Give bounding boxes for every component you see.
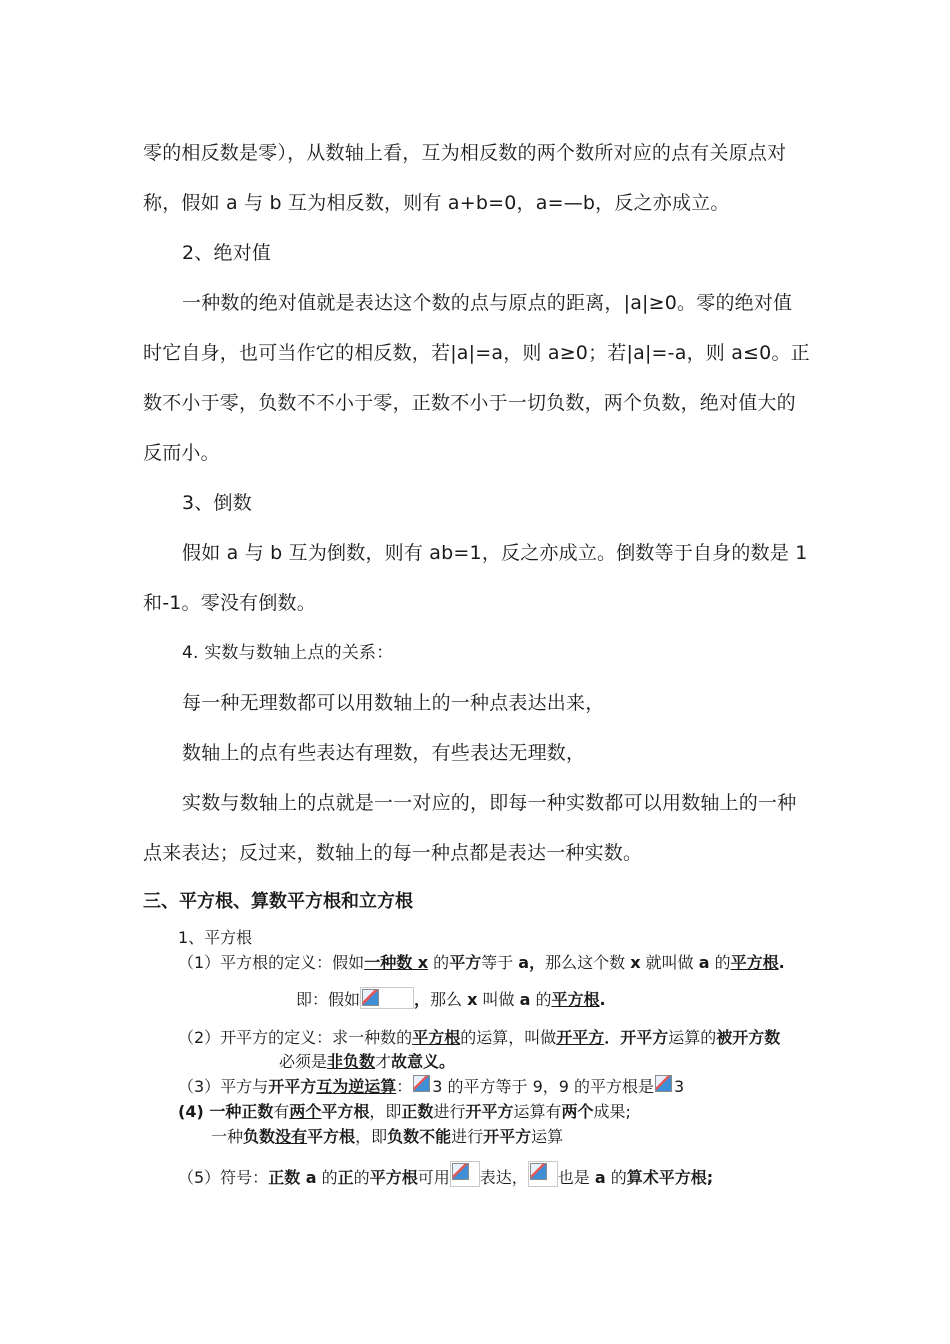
text: 进行 <box>451 1127 484 1146</box>
text: a <box>519 990 531 1009</box>
text: 可用 <box>417 1168 450 1187</box>
text: 的运算，叫做 <box>460 1028 557 1047</box>
text: 正数 <box>401 1102 434 1121</box>
paragraph-line: 实数与数轴上的点就是一一对应的，即每一种实数都可以用数轴上的一种 <box>182 792 797 814</box>
negative-number-rule <box>211 1124 563 1147</box>
text: 非负数 <box>327 1052 376 1071</box>
paragraph-line: 和-1。零没有倒数。 <box>143 592 316 614</box>
symbol-definition <box>178 1161 713 1188</box>
paragraph-line: 反而小。 <box>143 442 220 464</box>
text: 开平方 <box>268 1077 317 1096</box>
text: 叫做 <box>477 990 520 1009</box>
text: 开平方 <box>483 1127 532 1146</box>
text: 那么 <box>430 990 468 1009</box>
definition-example <box>296 987 606 1010</box>
text: . <box>599 990 606 1009</box>
subsection-title: 1、平方根 <box>178 928 253 947</box>
text: 两个 <box>561 1102 594 1121</box>
positive-number-rule <box>178 1099 631 1122</box>
text: 算术平方根; <box>626 1168 714 1187</box>
text: 一种 <box>211 1127 244 1146</box>
text: 的 <box>709 953 731 972</box>
paragraph-line: 时它自身，也可当作它的相反数，若|a|=a，则 a≥0；若|a|=-a，则 a≤0。正 <box>143 342 810 364</box>
text: 平方根 <box>321 1102 370 1121</box>
text: 等于 <box>481 953 519 972</box>
text: （1）平方根的定义：假如 <box>178 953 365 972</box>
heading-reciprocal: 3、倒数 <box>182 492 252 514</box>
text: 平方根 <box>307 1127 356 1146</box>
text: 运算的 <box>668 1028 717 1047</box>
text: 正数 <box>241 1102 274 1121</box>
text: a <box>698 953 710 972</box>
text: （2）开平方的定义：求一种数的 <box>178 1028 413 1047</box>
text: ，即 <box>369 1102 402 1121</box>
text: 也是 <box>557 1168 595 1187</box>
paragraph-line: 点来表达；反过来，数轴上的每一种点都是表达一种实数。 <box>143 842 643 864</box>
text: ． <box>604 1028 621 1047</box>
text: x <box>467 990 478 1009</box>
text: 一种数 x <box>364 953 429 972</box>
text: 被开方数 <box>716 1028 781 1047</box>
paragraph-line: 假如 a 与 b 互为倒数，则有 ab=1，反之亦成立。倒数等于自身的数是 1 <box>182 542 808 564</box>
text: 成果; <box>593 1102 631 1121</box>
text: 那么这个数 <box>545 953 631 972</box>
text: ，即 <box>355 1127 388 1146</box>
text: 的 <box>428 953 450 972</box>
text: 负数不能 <box>387 1127 452 1146</box>
text: 的 <box>353 1168 370 1187</box>
text: 平方 <box>449 953 482 972</box>
text: 3 <box>674 1077 685 1096</box>
text: 两个 <box>289 1102 322 1121</box>
paragraph-line: 一种数的绝对值就是表达这个数的点与原点的距离，|a|≥0。零的绝对值 <box>182 292 793 314</box>
definition-extraction <box>178 1025 780 1048</box>
text: 开平方 <box>556 1028 605 1047</box>
text: 开平方 <box>620 1028 669 1047</box>
text: 负数 <box>243 1127 276 1146</box>
paragraph-line: 数轴上的点有些表达有理数，有些表达无理数， <box>182 742 586 764</box>
text: . <box>778 953 785 972</box>
text: 进行 <box>433 1102 466 1121</box>
inverse-operation <box>178 1074 684 1097</box>
definition-extraction-cont <box>279 1049 455 1072</box>
text: 正 <box>337 1168 354 1187</box>
text: 没有 <box>275 1127 308 1146</box>
text: (4) 一种 <box>178 1102 242 1121</box>
text: x <box>630 953 641 972</box>
text: 3 的平方等于 9，9 的平方根是 <box>432 1077 655 1096</box>
text: 必须是 <box>279 1052 328 1071</box>
text: a， <box>518 953 546 972</box>
text: ： <box>396 1077 413 1096</box>
text: 才 <box>375 1052 392 1071</box>
text: （5）符号： <box>178 1168 269 1187</box>
heading-real-number-line: 4. 实数与数轴上点的关系： <box>182 643 394 663</box>
text: 就叫做 <box>640 953 699 972</box>
text: 运算有 <box>513 1102 562 1121</box>
text: （3）平方与 <box>178 1077 269 1096</box>
text: 运算 <box>531 1127 564 1146</box>
text: 的 <box>530 990 552 1009</box>
text: ， <box>414 990 431 1009</box>
paragraph-line: 每一种无理数都可以用数轴上的一种点表达出来， <box>182 692 605 714</box>
paragraph-line: 称，假如 a 与 b 互为相反数，则有 a+b=0，a=—b，反之亦成立。 <box>143 192 730 214</box>
section-title: 三、平方根、算数平方根和立方根 <box>143 891 413 912</box>
text: 互为逆运算 <box>316 1077 397 1096</box>
text: 即：假如 <box>296 990 361 1009</box>
text: 平方根 <box>730 953 779 972</box>
text: a <box>594 1168 606 1187</box>
text: 正数 a <box>268 1168 317 1187</box>
text: 平方根 <box>412 1028 461 1047</box>
broken-image-icon <box>360 987 414 1009</box>
broken-image-icon <box>450 1161 480 1187</box>
paragraph-line: 零的相反数是零），从数轴上看，互为相反数的两个数所对应的点有关原点对 <box>143 142 787 164</box>
broken-image-icon <box>654 1074 674 1096</box>
broken-image-icon <box>412 1074 432 1096</box>
text: 平方根 <box>369 1168 418 1187</box>
definition-square-root <box>178 950 785 973</box>
text: 平方根 <box>551 990 600 1009</box>
text: 表达， <box>479 1168 528 1187</box>
heading-absolute-value: 2、绝对值 <box>182 242 272 264</box>
paragraph-line: 数不小于零，负数不不小于零，正数不小于一切负数，两个负数，绝对值大的 <box>143 392 796 414</box>
text: 故意义。 <box>391 1052 456 1071</box>
text: 的 <box>605 1168 627 1187</box>
text: 的 <box>316 1168 338 1187</box>
text: 开平方 <box>465 1102 514 1121</box>
text: 有 <box>273 1102 290 1121</box>
broken-image-icon <box>528 1161 558 1187</box>
